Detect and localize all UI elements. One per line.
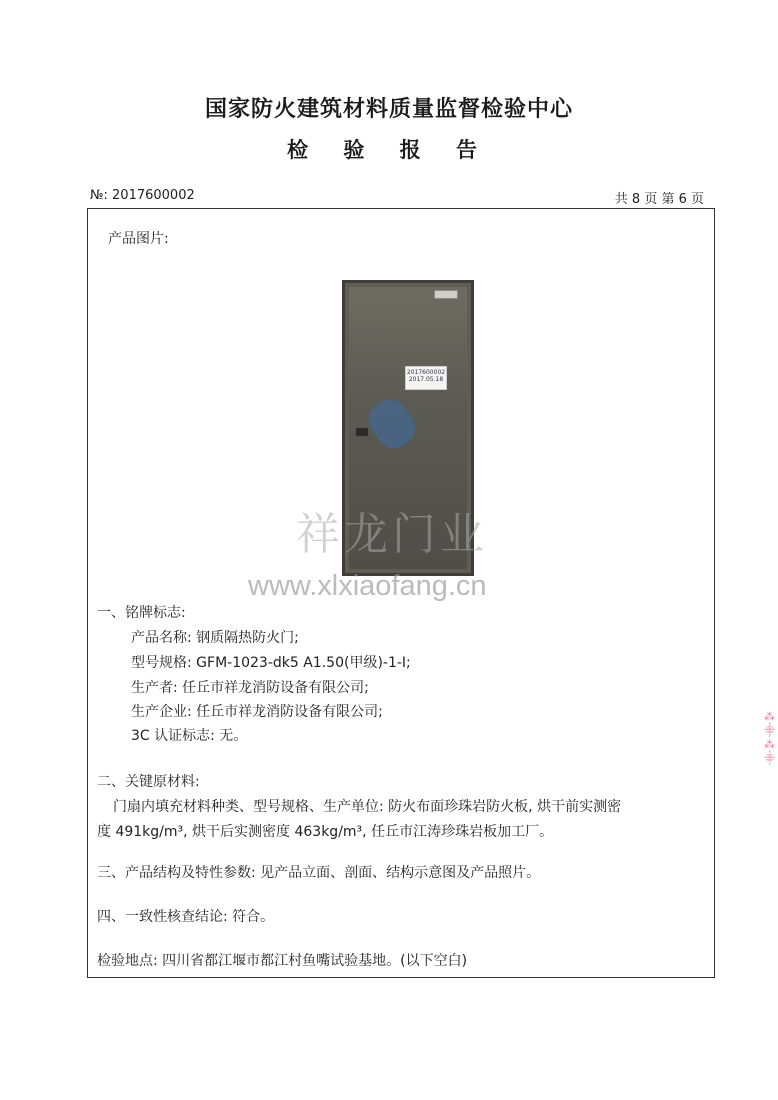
section-materials: 二、关键原材料: xyxy=(97,774,200,790)
side-stamp-fragment: ⁂ ⸎ ⁂ ⸎ xyxy=(764,710,776,765)
section-conformity: 四、一致性核查结论: 符合。 xyxy=(97,909,275,925)
watermark-brand: 祥龙门业 xyxy=(296,509,488,560)
document-title: 检 验 报 告 xyxy=(287,138,491,162)
watermark-site: www.xlxiaofang.cn xyxy=(248,570,487,602)
page-info: 共 8 页 第 6 页 xyxy=(614,192,704,207)
door-closer xyxy=(434,290,458,299)
materials-line-1: 门扇内填充材料种类、型号规格、生产单位: 防火布面珍珠岩防火板, 烘干前实测密 xyxy=(113,799,622,815)
cert-mark: 3C 认证标志: 无。 xyxy=(131,728,248,744)
product-model: 型号规格: GFM-1023-dk5 A1.50(甲级)-1-Ⅰ; xyxy=(131,655,411,671)
report-number: №: 2017600002 xyxy=(90,188,195,203)
manufacturer: 生产企业: 任丘市祥龙消防设备有限公司; xyxy=(131,704,383,720)
blue-mark xyxy=(362,393,422,455)
materials-line-2: 度 491kg/m³, 烘干后实测密度 463kg/m³, 任丘市江涛珍珠岩板加工厂。 xyxy=(97,824,554,840)
door-handle xyxy=(356,428,368,436)
section-structure: 三、产品结构及特性参数: 见产品立面、剖面、结构示意图及产品照片。 xyxy=(97,865,541,881)
organization-title: 国家防火建筑材料质量监督检验中心 xyxy=(204,97,573,122)
test-location: 检验地点: 四川省都江堰市都江村鱼嘴试验基地。(以下空白) xyxy=(97,953,468,969)
producer: 生产者: 任丘市祥龙消防设备有限公司; xyxy=(131,680,369,696)
section-nameplate: 一、铭牌标志: xyxy=(97,605,186,621)
photo-label: 产品图片: xyxy=(108,231,169,247)
sample-sticker: 2017600002 2017.05.18 xyxy=(405,366,447,390)
product-name: 产品名称: 钢质隔热防火门; xyxy=(131,630,299,646)
